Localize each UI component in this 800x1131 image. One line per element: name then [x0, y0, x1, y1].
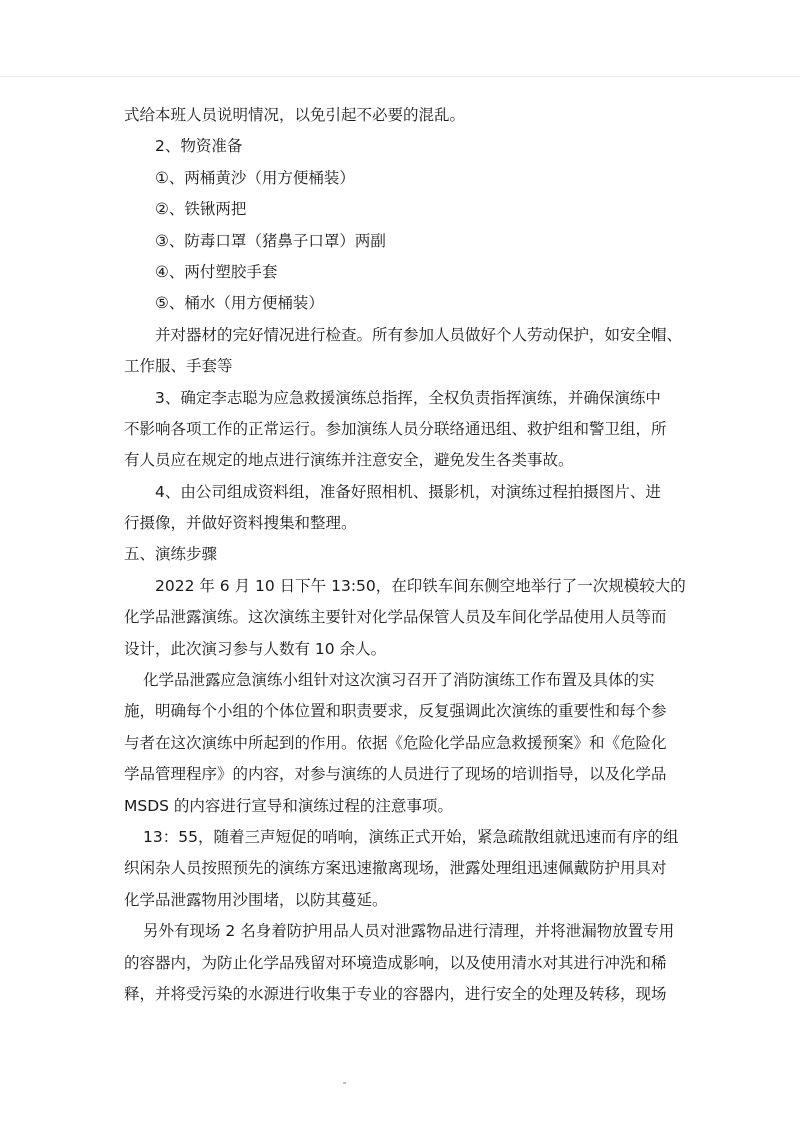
- paragraph-line: 不影响各项工作的正常运行。参加演练人员分联络通迅组、救护组和警卫组，所: [124, 419, 667, 438]
- list-item: ①、两桶黄沙（用方便桶装）: [155, 168, 355, 187]
- paragraph-line: 另外有现场 2 名身着防护用品人员对泄露物品进行清理，并将泄漏物放置专用: [143, 922, 675, 941]
- list-item: ⑤、桶水（用方便桶装）: [155, 294, 324, 313]
- paragraph-line: 4、由公司组成资料组，准备好照相机、摄影机，对演练过程拍摄图片、进: [155, 482, 661, 501]
- list-item: ②、铁锹两把: [155, 200, 247, 219]
- paragraph-line: 化学品泄露物用沙围堵，以防其蔓延。: [124, 890, 388, 909]
- list-item: ③、防毒口罩（猪鼻子口罩）两副: [155, 231, 386, 250]
- paragraph-line: 并对器材的完好情况进行检查。所有参加人员做好个人劳动保护，如安全帽、: [155, 325, 683, 344]
- paragraph-line: 行摄像，并做好资料搜集和整理。: [124, 514, 357, 533]
- paragraph-line: 释，并将受污染的水源进行收集于专业的容器内，进行安全的处理及转移，现场: [124, 984, 667, 1003]
- paragraph-line: 设计，此次演习参与人数有 10 余人。: [124, 639, 387, 658]
- paragraph-line: 2022 年 6 月 10 日下午 13:50，在印铁车间东侧空地举行了一次规模较大的: [155, 576, 686, 595]
- paragraph-line: 化学品泄露应急演练小组针对这次演习召开了消防演练工作布置及具体的实: [143, 671, 655, 690]
- paragraph-line: 化学品泄露演练。这次演练主要针对化学品保管人员及车间化学品使用人员等而: [124, 608, 667, 627]
- paragraph-line: 织闲杂人员按照预先的演练方案迅速撤离现场，泄露处理组迅速佩戴防护用具对: [124, 859, 667, 878]
- paragraph-line: 有人员应在规定的地点进行演练并注意安全，避免发生各类事故。: [124, 451, 574, 470]
- list-item: ④、两付塑胶手套: [155, 262, 278, 281]
- section-heading-steps: 五、演练步骤: [124, 545, 218, 564]
- paragraph-line: 施，明确每个小组的个体位置和职责要求，反复强调此次演练的重要性和每个参: [124, 702, 667, 721]
- page-top-edge: [0, 76, 800, 77]
- paragraph-line: MSDS 的内容进行宣导和演练过程的注意事项。: [124, 796, 453, 815]
- paragraph-line: 工作服、手套等: [124, 357, 233, 376]
- paragraph-line: 的容器内，为防止化学品残留对环境造成影响，以及使用清水对其进行冲洗和稀: [124, 953, 667, 972]
- scan-speck: [343, 1082, 346, 1084]
- paragraph-line: 3、确定李志聪为应急救援演练总指挥，全权负责指挥演练，并确保演练中: [155, 388, 661, 407]
- document-body: [124, 100, 686, 1010]
- paragraph-line: 13：55，随着三声短促的哨响，演练正式开始，紧急疏散组就迅速而有序的组: [143, 827, 679, 846]
- paragraph-line: 与者在这次演练中所起到的作用。依据《危险化学品应急救援预案》和《危险化: [124, 733, 667, 752]
- paragraph-line: 学品管理程序》的内容，对参与演练的人员进行了现场的培训指导，以及化学品: [124, 765, 667, 784]
- paragraph-line: 式给本班人员说明情况，以免引起不必要的混乱。: [124, 106, 466, 124]
- section-heading-materials: 2、物资准备: [155, 137, 243, 156]
